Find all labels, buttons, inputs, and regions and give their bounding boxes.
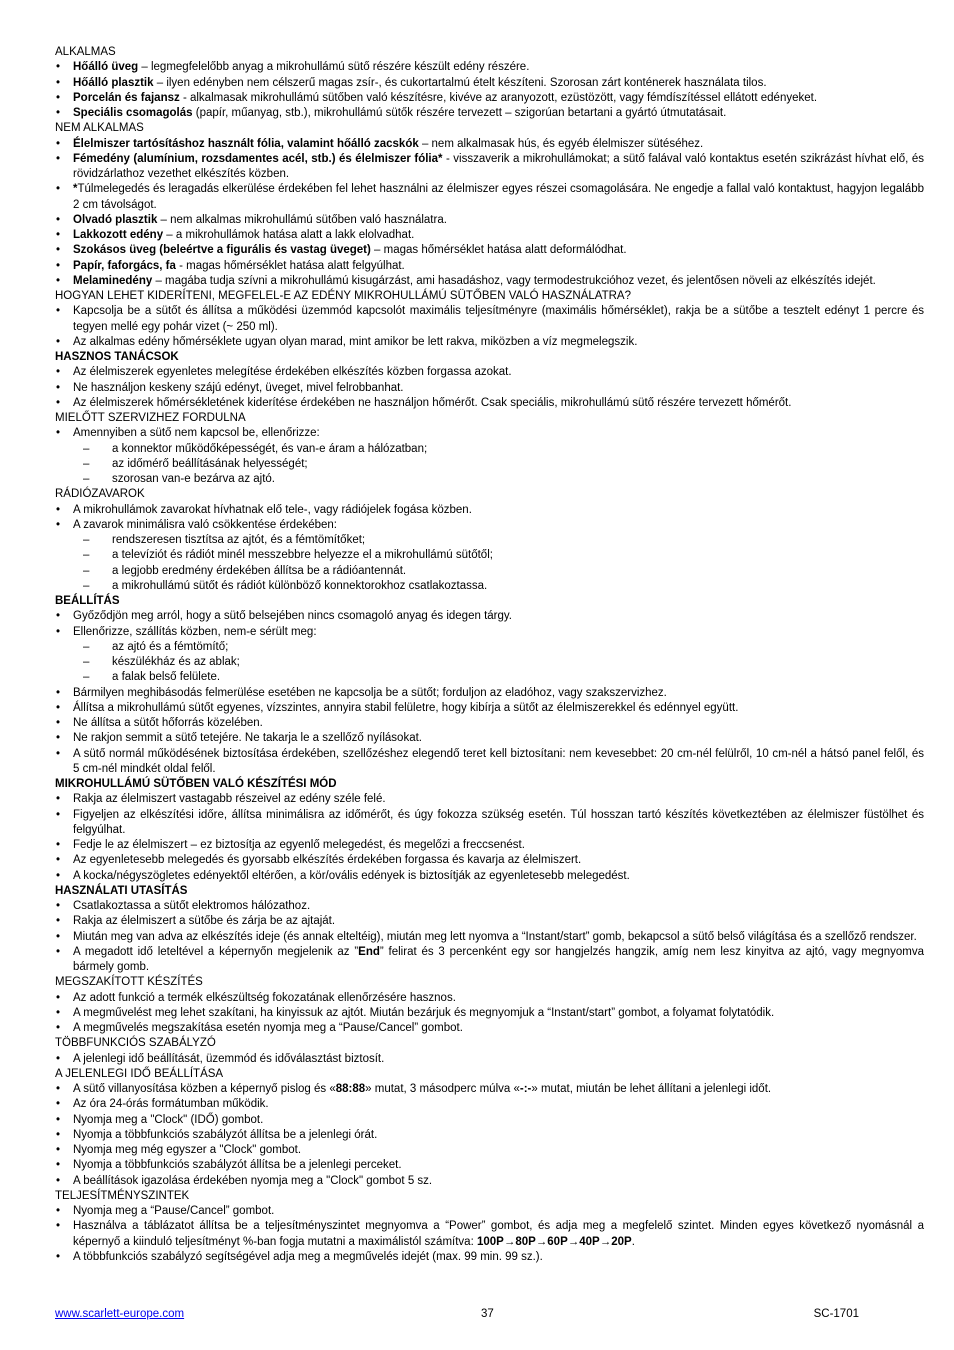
sub-list-item: – az ajtó és a fémtömítő;	[73, 640, 924, 655]
list-item	[55, 609, 924, 624]
item-text: Ne használjon keskeny szájú edényt, üveget, mivel felrobbanhat.	[73, 381, 404, 394]
bold-text: *	[73, 183, 78, 196]
bullet-list	[55, 503, 924, 595]
list-item	[55, 716, 924, 731]
list-item	[55, 1006, 924, 1021]
list-item	[55, 747, 924, 778]
item-text: A többfunkciós szabályzó segítségével adja meg a megművelés idejét (max. 99 min. 99 sz.).	[73, 1250, 543, 1263]
item-text: – magába tudja szívni a mikrohullámú kisugárzást, ami hasadáshoz, vagy termodestrukcióhoz vezet, és jelentősen növeli az elkészítés idejét.	[152, 274, 876, 287]
list-item	[55, 945, 924, 976]
item-text: Az egyenletesebb melegedés és gyorsabb elkészítés érdekében forgassa és kavarja az élelmiszert.	[73, 854, 582, 867]
list-item	[55, 396, 924, 411]
bold-text: Olvadó plasztik	[73, 213, 158, 226]
section-heading: RÁDIÓZAVAROK	[55, 488, 145, 501]
sub-list-item: – a falak belső felülete.	[73, 670, 924, 685]
bold-text: 88:88	[335, 1083, 366, 1095]
list-item	[55, 228, 924, 243]
item-text: Nyomja a többfunkciós szabályzót állítsa be a jelenlegi órát.	[73, 1128, 378, 1141]
item-text: Miután meg van adva az elkészítés ideje (és annak elteltéig), miután meg lett nyomva a “Instant/start” gomb, bekapcsol a sütő belső világítása és a szellőző rendszer.	[73, 930, 917, 943]
list-item	[55, 1113, 924, 1128]
sub-list-item: – az időmérő beállításának helyességét;	[73, 457, 924, 472]
sub-list-item: – készülékház és az ablak;	[73, 655, 924, 670]
bold-text: Hőálló plasztik	[73, 76, 154, 89]
item-text: Rakja az élelmiszert vastagabb részeivel az edény széle felé.	[73, 793, 386, 806]
list-item	[55, 1097, 924, 1112]
item-text: Nyomja meg a “Pause/Cancel” gombot.	[73, 1205, 275, 1217]
bullet-list	[55, 991, 924, 1037]
section-heading: HOGYAN LEHET KIDERÍTENI, MEGFELEL-E AZ EDÉNY MIKROHULLÁMÚ SÜTŐBEN VALÓ HASZNÁLATRA?	[55, 290, 631, 302]
bullet-list	[55, 609, 924, 777]
item-text: Túlmelegedés és leragadás elkerülése érdekében fel lehet használni az élelmiszer egyes részei csomagolására. Ne engedje a fallal való kontaktust, hagyjon legalább 2 cm távolságot.	[73, 183, 924, 211]
item-text: – legmegfelelőbb anyag a mikrohullámú sütő részére készült edény részére.	[138, 61, 530, 74]
list-item	[55, 1143, 924, 1158]
item-text: Állítsa a mikrohullámú sütőt egyenes, vízszintes, annyira stabil felületre, hogy kibírja a sütőt az élelmiszerekkel és edénnyel együtt.	[73, 701, 739, 714]
item-text: Ne állítsa a sütőt hőforrás közelében.	[73, 717, 263, 729]
list-item	[55, 1250, 924, 1265]
bullet-list	[55, 1082, 924, 1189]
item-text: Amennyiben a sütő nem kapcsol be, ellenőrizze:	[73, 427, 320, 440]
sub-list-item: – a legjobb eredmény érdekében állítsa be a rádióantennát.	[73, 564, 924, 579]
list-item	[55, 381, 924, 396]
list-item	[55, 91, 924, 106]
list-item	[55, 60, 924, 75]
bold-text: End	[358, 945, 380, 958]
item-text: Kapcsolja be a sütőt és állítsa a működési üzemmód kapcsolót maximális teljesítményre (maximális hőmérséklet), rakja be a sütőbe a tesztelt edényt 1 percre és tegyen mellé egy pohár vizet (~ 250 ml).	[73, 305, 924, 333]
list-item	[55, 1052, 924, 1067]
bullet-list	[55, 1052, 924, 1067]
list-item	[55, 899, 924, 914]
list-item	[55, 853, 924, 868]
bullet-list	[55, 60, 924, 121]
item-text: A kocka/négyszögletes edényektől eltérően, a kör/ovális edények is biztosítják az egyenletesebb melegedést.	[73, 869, 630, 882]
list-item	[55, 1219, 924, 1250]
list-item	[55, 304, 924, 335]
website-link[interactable]: www.scarlett-europe.com	[55, 1308, 185, 1320]
item-text: A megadott idő leteltével a képernyőn megjelenik az ”	[73, 945, 359, 958]
bullet-list	[55, 899, 924, 975]
section-heading: HASZNOS TANÁCSOK	[55, 351, 179, 363]
item-text: .	[631, 1235, 635, 1248]
bold-text: Speciális csomagolás	[73, 107, 193, 119]
list-item	[55, 991, 924, 1006]
item-text: - magas hőmérséklet hatása alatt felgyúlhat.	[175, 259, 405, 272]
list-item	[55, 1174, 924, 1189]
item-text: ” felirat és 3 percenként egy sor hangjelzés hangzik, amíg nem lesz kinyitva az ajtó, vagy megnyomva bármely gomb.	[73, 945, 924, 973]
item-text: Csatlakoztassa a sütőt elektromos hálózathoz.	[73, 900, 311, 912]
item-text: » mutat, miután be lehet állítani a jelenlegi időt.	[531, 1083, 772, 1095]
list-item	[55, 518, 924, 594]
section-heading: TELJESÍTMÉNYSZINTEK	[55, 1189, 190, 1202]
item-text: Az adott funkció a termék elkészültség fokozatának ellenőrzésére hasznos.	[73, 991, 456, 1004]
bullet-list	[55, 365, 924, 411]
sub-list-item: – a konnektor működőképességét, és van-e áram a hálózatban;	[73, 442, 924, 457]
bold-text: Melaminedény	[73, 274, 153, 287]
sub-list-item: – a mikrohullámú sütőt és rádiót különböző konnektorokhoz csatlakoztassa.	[73, 579, 924, 594]
item-text: Figyeljen az elkészítési időre, állítsa minimálisra az időmérőt, és úgy fokozza szükség esetén. Túl hosszan tartó készítés következtében az élelmiszer füstölhet és felgyúlhat.	[73, 808, 924, 836]
bold-text: -:-	[519, 1083, 532, 1095]
bullet-list	[55, 304, 924, 350]
list-item	[55, 152, 924, 183]
item-text: – nem alkalmasak hús, és egyéb élelmiszer sütéséhez.	[418, 137, 704, 150]
item-text: Fedje le az élelmiszert – ez biztosítja az egyenlő melegedést, és megelőzi a freccsenést.	[73, 839, 525, 851]
bold-text: Porcelán és fajansz	[73, 91, 180, 104]
item-text: Bármilyen meghibásodás felmerülése esetében ne kapcsolja be a sütőt; forduljon az eladóhoz, vagy szakszervizhez.	[73, 686, 667, 699]
item-text: A zavarok minimálisra való csökkentése érdekében:	[73, 518, 337, 531]
item-text: Az óra 24-órás formátumban működik.	[73, 1098, 269, 1111]
bold-text: Élelmiszer tartósításhoz használt fólia, valamint hőálló zacskók	[73, 137, 419, 150]
item-text: Az élelmiszerek hőmérsékletének kiderítése érdekében ne használjon hőmérőt. Csak speciális, mikrohullámú sütő részére tervezett hőmérőt.	[73, 396, 792, 409]
list-item	[55, 1082, 924, 1097]
bold-text: Papír, faforgács, fa	[73, 259, 176, 272]
item-text: A megművelést meg lehet szakítani, ha kinyissuk az ajtót. Miután bezárjuk és megnyomjuk a “Instant/start” gombot, a folyamat folytatódik.	[73, 1006, 775, 1019]
item-text: Nyomja a többfunkciós szabályzót állítsa be a jelenlegi perceket.	[73, 1159, 402, 1172]
list-item	[55, 76, 924, 91]
list-item	[55, 137, 924, 152]
item-text: A sütő normál működésének biztosítása érdekében, szellőzéshez elegendő teret kell biztosítani: nem kevesebbet: 20 cm-nél felülről, 10 cm-nél a hátsó panel felől, és 5 cm-nél mindkét oldal felől.	[73, 747, 924, 775]
item-text: Ellenőrizze, szállítás közben, nem-e sérült meg:	[73, 625, 317, 638]
item-text: A mikrohullámok zavarokat hívhatnak elő tele-, vagy rádiójelek fogása közben.	[73, 503, 472, 516]
item-text: - visszaverik a mikrohullámokat; a sütő falával való kontaktus esetén szikrázást hívhat elő, és rövidzárlathoz vezethet elkészítés közben.	[73, 152, 924, 180]
sub-list	[73, 533, 924, 594]
list-item	[55, 1128, 924, 1143]
model-number: SC-1701	[813, 1308, 859, 1320]
list-item	[55, 625, 924, 686]
list-item	[55, 1158, 924, 1173]
list-item	[55, 930, 924, 945]
section-heading: HASZNÁLATI UTASÍTÁS	[55, 884, 188, 897]
item-text: Használva a táblázatot állítsa be a teljesítményszintet megnyomva a “Power” gombot, és adja meg a megfelelő szintet. Minden egyes következő nyomásnál a képernyő a kiinduló teljesítményt %-ban fogja mutatni a maximálistól számítva:	[73, 1220, 924, 1248]
bold-text: 100P→80P→60P→40P→20P	[476, 1235, 632, 1248]
bold-text: Fémedény (alumínium, rozsdamentes acél, stb.) és élelmiszer fólia*	[73, 152, 443, 165]
item-text: » mutat, 3 másodperc múlva «	[365, 1083, 520, 1095]
section-heading: ALKALMAS	[55, 46, 116, 58]
item-text: Az alkalmas edény hőmérséklete ugyan olyan marad, mint amikor be lett rakva, miközben a víz megmelegszik.	[73, 335, 638, 348]
list-item	[55, 792, 924, 807]
item-text: A sütő villanyosítása közben a képernyő pislog és «	[73, 1083, 336, 1095]
item-text: – ilyen edényben nem célszerű magas zsír-, és cukortartalmú ételt készíteni. Szorosan zárt konténerek használata tilos.	[153, 76, 767, 89]
bold-text: Lakkozott edény	[73, 229, 164, 241]
item-text: Nyomja meg még egyszer a "Clock" gombot.	[73, 1144, 302, 1156]
section-heading: MIELŐTT SZERVIZHEZ FORDULNA	[55, 412, 246, 424]
list-item	[55, 701, 924, 716]
bullet-list	[55, 426, 924, 487]
item-text: A beállítások igazolása érdekében nyomja meg a "Clock" gombot 5 sz.	[73, 1174, 433, 1187]
sub-list-item: – szorosan van-e bezárva az ajtó.	[73, 472, 924, 487]
page-footer	[55, 1308, 924, 1324]
item-text: Győződjön meg arról, hogy a sütő belsejében nincs csomagoló anyag és idegen tárgy.	[73, 610, 512, 623]
list-item	[55, 686, 924, 701]
item-text: – magas hőmérséklet hatása alatt deformálódhat.	[370, 244, 627, 257]
list-item	[55, 838, 924, 853]
bold-text: Szokásos üveg (beleértve a figurális és vastag üveget)	[73, 244, 371, 257]
list-item	[55, 914, 924, 929]
list-item	[55, 503, 924, 518]
item-text: A megművelés megszakítása esetén nyomja meg a “Pause/Cancel” gombot.	[73, 1022, 463, 1034]
list-item	[55, 335, 924, 350]
list-item	[55, 182, 924, 213]
bullet-list	[55, 137, 924, 290]
sub-list-item: – a televíziót és rádiót minél messzebbre helyezze el a mikrohullámú sütőtől;	[73, 548, 924, 563]
list-item	[55, 106, 924, 121]
bullet-list	[55, 1204, 924, 1265]
item-text: (papír, műanyag, stb.), mikrohullámú sütők részére tervezett – szigorúan betartani a gyártó útmutatásait.	[192, 107, 727, 119]
list-item	[55, 1204, 924, 1219]
page-number: 37	[481, 1308, 494, 1320]
item-text: Rakja az élelmiszert a sütőbe és zárja be az ajtaját.	[73, 915, 336, 928]
bold-text: Hőálló üveg	[73, 61, 139, 74]
list-item	[55, 274, 924, 289]
list-item	[55, 259, 924, 274]
list-item	[55, 243, 924, 258]
list-item	[55, 808, 924, 839]
list-item	[55, 426, 924, 487]
section-heading: A JELENLEGI IDŐ BEÁLLÍTÁSA	[55, 1067, 224, 1080]
item-text: - alkalmasak mikrohullámú sütőben való készítésre, kivéve az aranyozott, ezüstözött, vagy fémdíszítéssel ellátott edényeket.	[179, 91, 818, 104]
list-item	[55, 869, 924, 884]
sub-list-item: – rendszeresen tisztítsa az ajtót, és a fémtömítőket;	[73, 533, 924, 548]
manual-page	[55, 45, 924, 1265]
item-text: Nyomja meg a "Clock" (IDŐ) gombot.	[73, 1113, 264, 1126]
sub-list	[73, 640, 924, 686]
list-item	[55, 365, 924, 380]
bullet-list	[55, 792, 924, 884]
section-heading: MIKROHULLÁMÚ SÜTŐBEN VALÓ KÉSZÍTÉSI MÓD	[55, 778, 337, 790]
item-text: – a mikrohullámok hatása alatt a lakk elolvadhat.	[163, 229, 415, 241]
item-text: Ne rakjon semmit a sütő tetejére. Ne takarja le a szellőző nyílásokat.	[73, 732, 422, 745]
sub-list	[73, 442, 924, 488]
section-heading: NEM ALKALMAS	[55, 122, 144, 135]
list-item	[55, 213, 924, 228]
item-text: – nem alkalmas mikrohullámú sütőben való használatra.	[157, 213, 447, 226]
item-text: Az élelmiszerek egyenletes melegítése érdekében elkészítés közben forgassa azokat.	[73, 366, 512, 379]
section-heading: BEÁLLÍTÁS	[55, 595, 120, 607]
list-item	[55, 1021, 924, 1036]
item-text: A jelenlegi idő beállítását, üzemmód és időválasztást biztosít.	[73, 1052, 385, 1065]
section-heading: TÖBBFUNKCIÓS SZABÁLYZÓ	[55, 1037, 216, 1050]
section-heading: MEGSZAKÍTOTT KÉSZÍTÉS	[55, 976, 203, 989]
list-item	[55, 731, 924, 746]
